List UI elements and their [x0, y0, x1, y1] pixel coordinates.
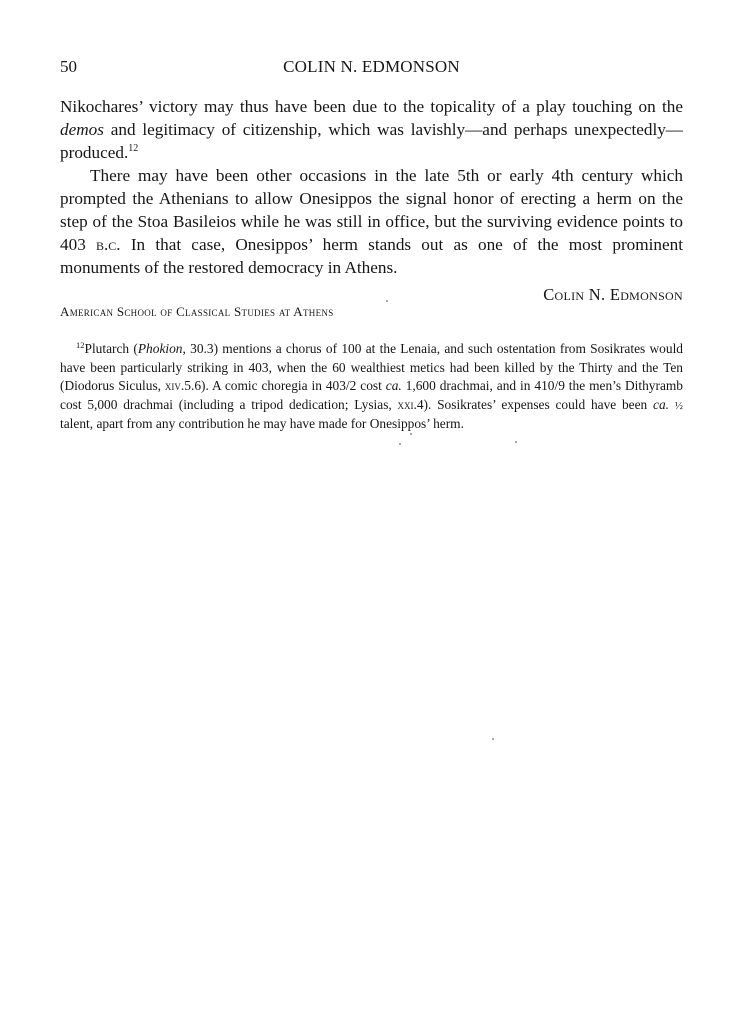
- running-head: [60, 55, 683, 79]
- paragraph-2: There may have been other occasions in the late 5th or early 4th century which prompted the Athenians to allow Onesippos the signal honor of erecting a herm on the step of the Stoa Basileios while he was still in office, but the surviving evidence points to 403 b.c. In that case, Onesippos’ herm stands out as one of the most prominent monuments of the restored democracy in Athens.: [60, 166, 684, 277]
- scan-speck: [386, 300, 388, 302]
- document-page: [60, 0, 683, 1024]
- scan-speck: [410, 433, 412, 435]
- author-affiliation: American School of Classical Studies at Athens: [60, 304, 334, 319]
- body-text: [60, 95, 683, 279]
- era-abbreviation: b.c.: [96, 235, 121, 254]
- footnote-number: 12: [76, 340, 85, 350]
- half-fraction: ½: [674, 399, 683, 412]
- scan-speck: [399, 443, 401, 445]
- phokion-title: Phokion: [137, 341, 183, 356]
- diodorus-book: xiv: [164, 378, 181, 393]
- page-number: 50: [60, 57, 77, 76]
- demos-term: demos: [60, 120, 104, 139]
- running-title: COLIN N. EDMONSON: [283, 57, 460, 76]
- scan-speck: [515, 441, 517, 443]
- footnote-12: $^{12}$Plutarch (Phokion, 30.3) mentions a chorus of 100 at the Lenaia, and such ostentation from Sosikrates would have been particularly striking in 403, when the 60 wealthiest metics had been killed by the Thirty and the Ten (Diodorus Siculus, xiv.5.6). A comic choregia in 403/2 cost ca. 1,600 drachmai, and in 410/9 the men’s Dithyramb cost 5,000 drachmai (including a tripod dedication; Lysias, xxi.4). Sosikrates’ expenses could have been ca. ½ talent, apart from any contribution he may have made for Onesippos’ herm.: [60, 340, 684, 431]
- lysias-oration: xxi: [397, 396, 414, 412]
- author-signature: Colin N. Edmonson: [543, 285, 683, 304]
- footnote-reference[interactable]: 12: [128, 143, 139, 154]
- scan-speck: [492, 738, 494, 740]
- paragraph-1: Nikochares’ victory may thus have been due to the topicality of a play touching on the demos and legitimacy of citizenship, which was lavishly—and perhaps unexpectedly—produced.$^{12}$: [60, 97, 683, 162]
